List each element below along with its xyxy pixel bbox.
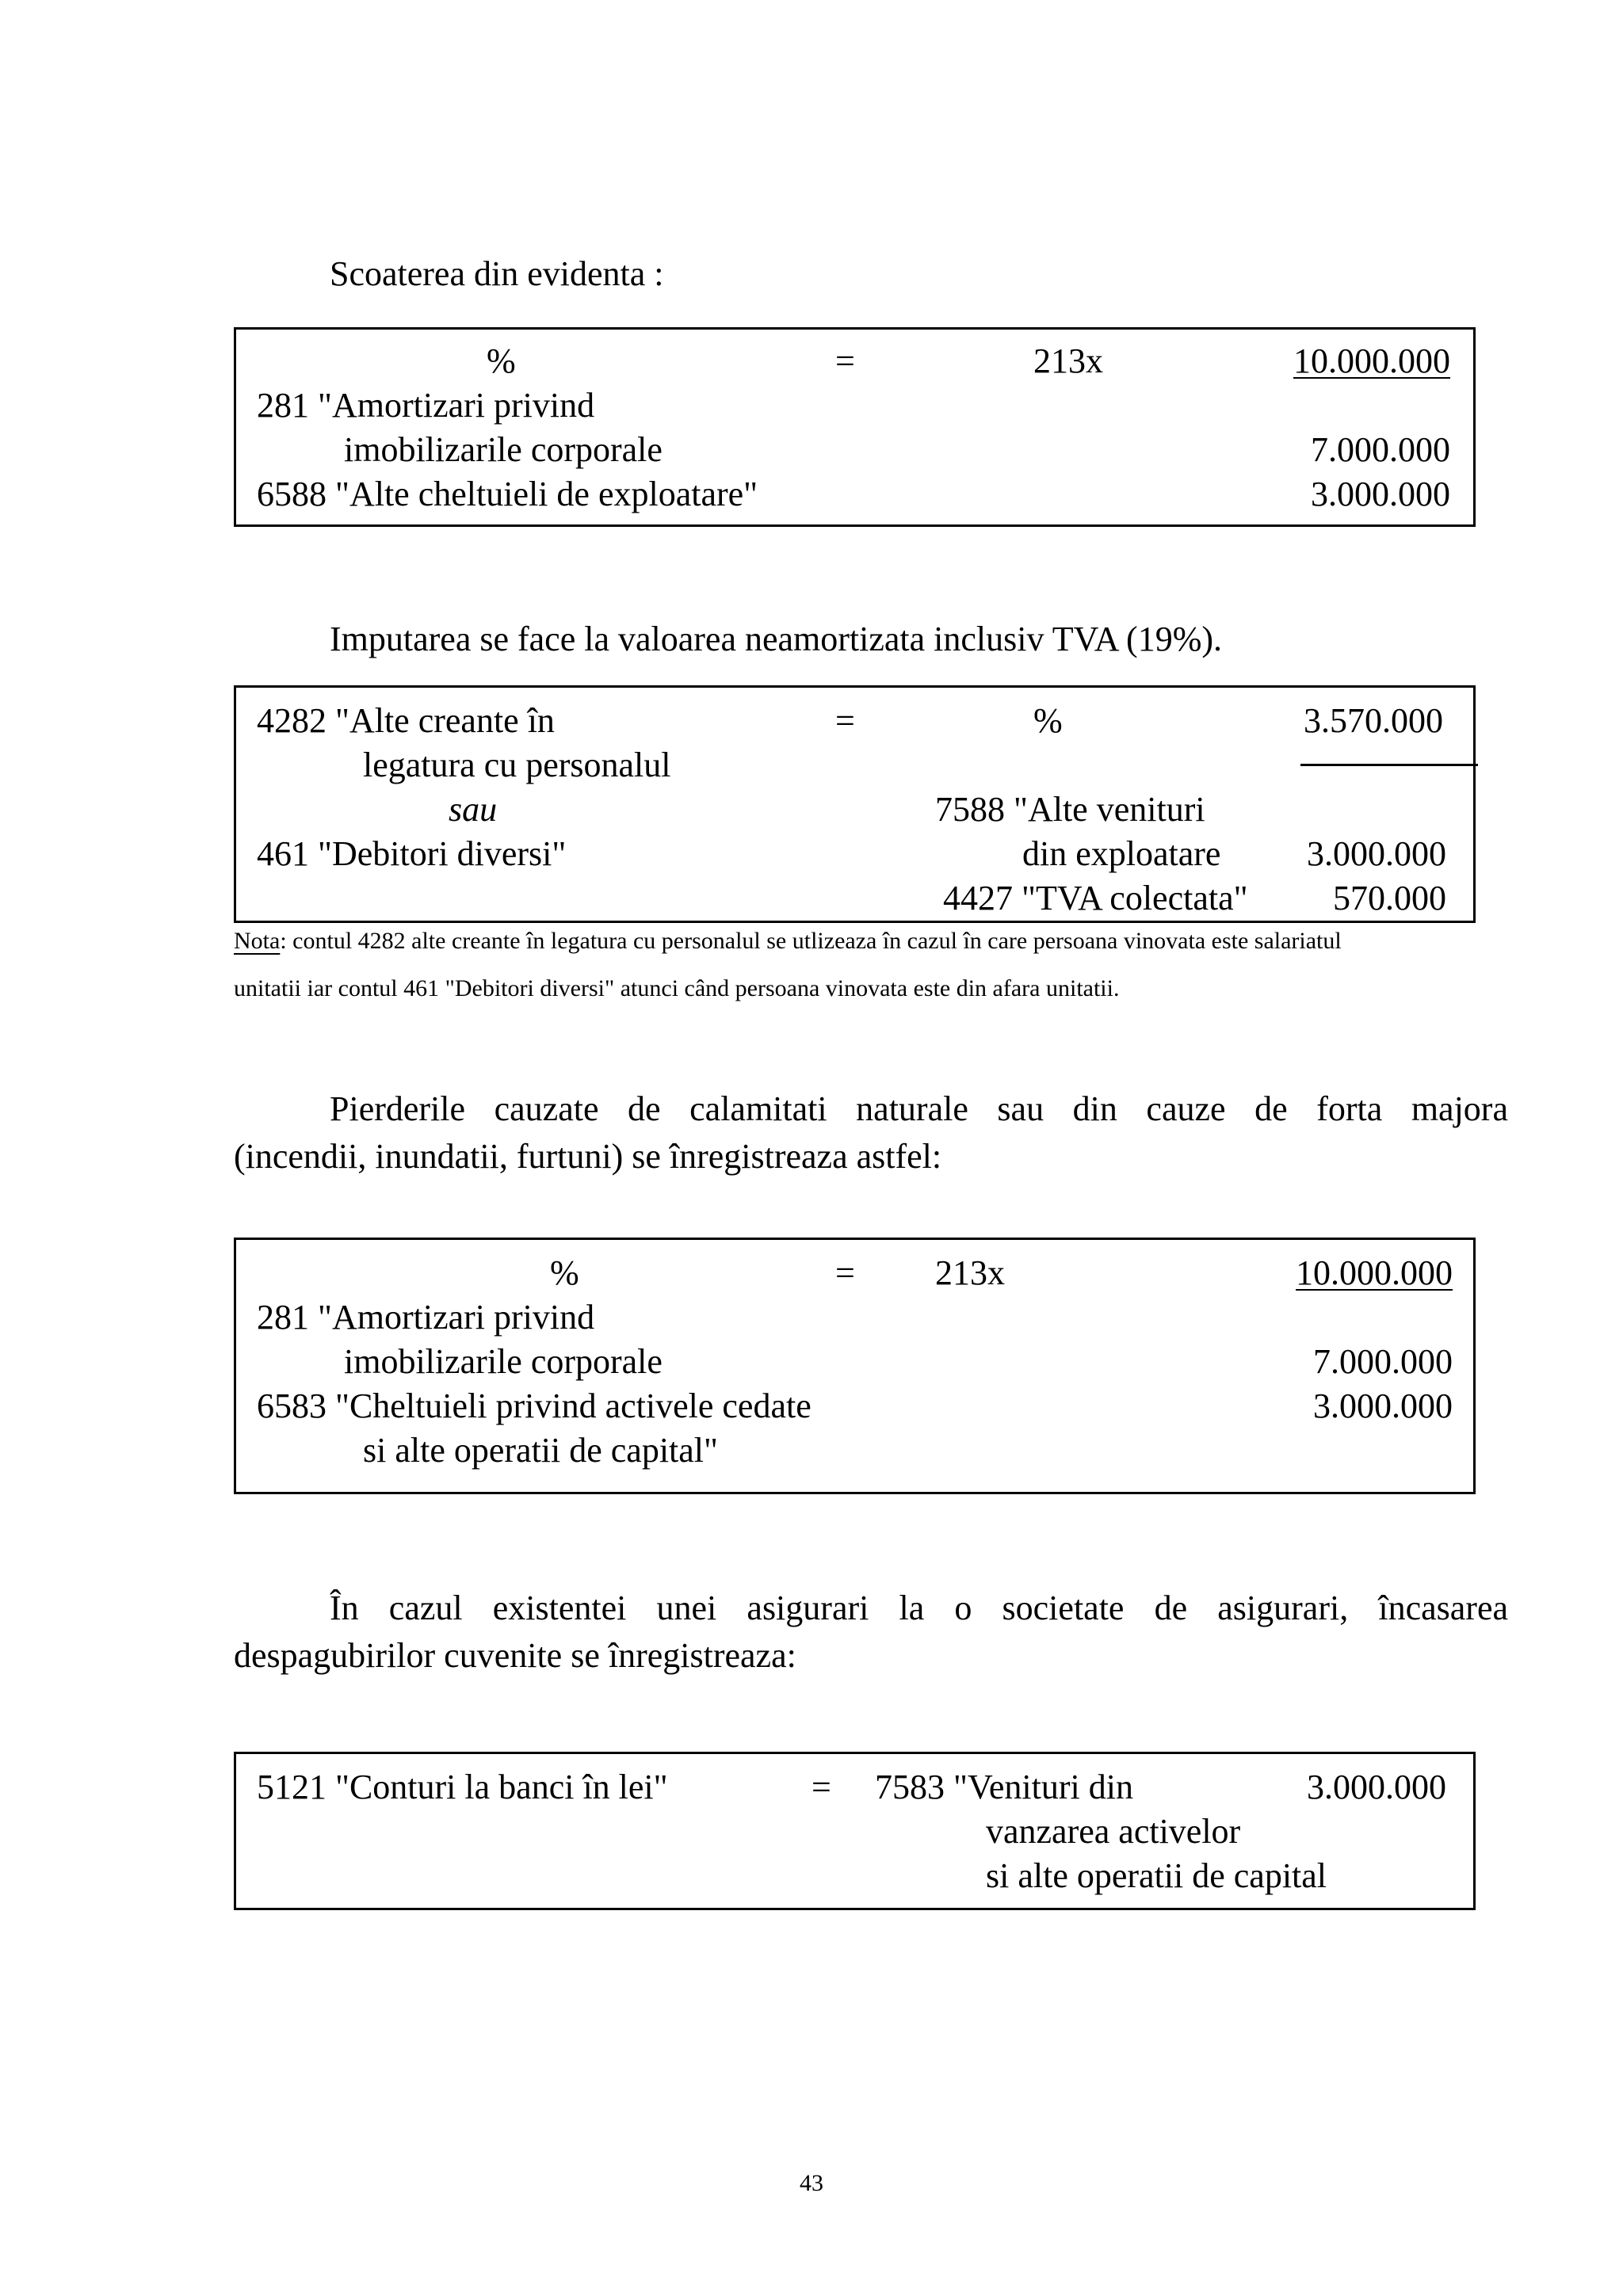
paragraph-line: (incendii, inundatii, furtuni) se înregistreaza astfel: xyxy=(234,1137,942,1176)
debit-account-4282: 4282 "Alte creante în xyxy=(257,701,555,740)
amount-281: 7.000.000 xyxy=(1311,430,1450,469)
debit-head: % xyxy=(550,1253,579,1292)
credit-head: % xyxy=(1033,701,1063,740)
debit-account-6583-cont: si alte operatii de capital" xyxy=(363,1431,718,1470)
credit-account-7588-cont: din exploatare xyxy=(1022,834,1221,873)
note-label: Nota xyxy=(234,928,281,954)
credit-account-4427: 4427 "TVA colectata" xyxy=(943,879,1248,917)
page-number: 43 xyxy=(800,2170,823,2196)
debit-account-4282-cont: legatura cu personalul xyxy=(363,746,671,784)
debit-head: % xyxy=(487,341,516,380)
paragraph-line: În cazul existentei unei asigurari la o societate de asigurari, încasarea xyxy=(330,1589,1508,1627)
paragraph-pierderile xyxy=(234,1085,1508,1180)
paragraph-line: Pierderile cauzate de calamitati naturale sau din cauze de forta majora xyxy=(330,1089,1508,1128)
credit-account: 213x xyxy=(935,1253,1005,1292)
or-label: sau xyxy=(449,790,498,829)
debit-account-281-cont: imobilizarile corporale xyxy=(344,430,663,469)
amount-281: 7.000.000 xyxy=(1313,1342,1453,1381)
note-line-1: Nota: contul 4282 alte creante în legatura cu personalul se utlizeaza în cazul în care persoana vinovata este salariatul xyxy=(234,928,1342,954)
heading-imputarea: Imputarea se face la valoarea neamortizata inclusiv TVA (19%). xyxy=(330,620,1222,658)
equals-sign: = xyxy=(812,1768,831,1806)
debit-account-5121: 5121 "Conturi la banci în lei" xyxy=(257,1768,668,1806)
credit-account-7583-cont: vanzarea activelor xyxy=(986,1812,1241,1851)
amount-4427: 570.000 xyxy=(1333,879,1446,917)
credit-account-7583: 7583 "Venituri din xyxy=(875,1768,1133,1806)
total-underline xyxy=(1300,764,1478,766)
debit-account-281-cont: imobilizarile corporale xyxy=(344,1342,663,1381)
equals-sign: = xyxy=(835,701,855,740)
journal-entry-box-4 xyxy=(234,1752,1476,1910)
equals-sign: = xyxy=(835,1253,855,1292)
paragraph-asigurari xyxy=(234,1585,1508,1680)
total-amount: 10.000.000 xyxy=(1293,341,1450,380)
debit-account-281: 281 "Amortizari privind xyxy=(257,386,595,425)
credit-account-7588: 7588 "Alte venituri xyxy=(935,790,1205,829)
debit-account-6583: 6583 "Cheltuieli privind activele cedate xyxy=(257,1386,812,1425)
amount-6588: 3.000.000 xyxy=(1311,475,1450,513)
amount-6583: 3.000.000 xyxy=(1313,1386,1453,1425)
journal-entry-box-3 xyxy=(234,1238,1476,1494)
amount-7588: 3.000.000 xyxy=(1307,834,1446,873)
credit-account: 213x xyxy=(1033,341,1103,380)
debit-account-461: 461 "Debitori diversi" xyxy=(257,834,567,873)
debit-account-6588: 6588 "Alte cheltuieli de exploatare" xyxy=(257,475,758,513)
equals-sign: = xyxy=(835,341,855,380)
credit-account-7583-cont2: si alte operatii de capital xyxy=(986,1856,1327,1895)
total-amount: 10.000.000 xyxy=(1296,1253,1453,1292)
journal-entry-box-1 xyxy=(234,327,1476,527)
journal-entry-box-2 xyxy=(234,685,1476,923)
amount: 3.000.000 xyxy=(1307,1768,1446,1806)
total-amount: 3.570.000 xyxy=(1304,701,1443,740)
note-line-2: unitatii iar contul 461 "Debitori diversi" atunci când persoana vinovata este din afara unitatii. xyxy=(234,975,1120,1001)
paragraph-line: despagubirilor cuvenite se înregistreaza: xyxy=(234,1636,796,1675)
debit-account-281: 281 "Amortizari privind xyxy=(257,1298,595,1337)
heading-scoaterea: Scoaterea din evidenta : xyxy=(330,254,664,293)
